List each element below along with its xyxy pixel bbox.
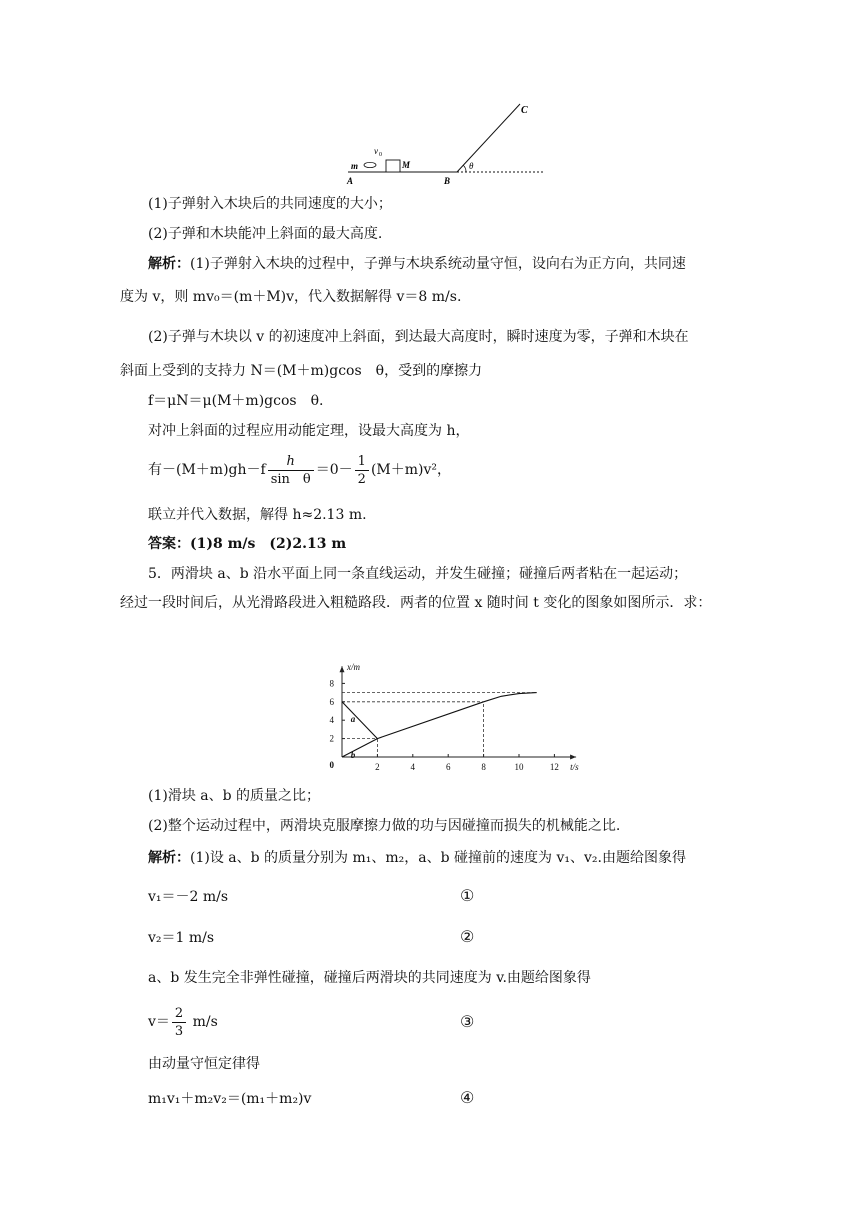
equation-2: v₂＝1 m/s: [148, 930, 215, 946]
x-tick-label: 10: [514, 762, 524, 772]
solution-4-para-5: 联立并代入数据，解得 h≈2.13 m.: [148, 507, 367, 523]
x-tick-label: 12: [549, 762, 559, 772]
fraction-two-thirds: $\frac{2}{3}$: [172, 1005, 186, 1040]
equation-4-tag: ④: [460, 1088, 475, 1107]
equation-3-tag: ③: [460, 1012, 475, 1031]
x-tick-label: 2: [375, 762, 380, 772]
label-v0-sub: 0: [379, 152, 382, 158]
x-tick-label: 6: [445, 762, 451, 772]
solution-4-para-1a: 解析：(1)子弹射入木块的过程中，子弹与木块系统动量守恒，设向右为正方向，共同速: [148, 256, 686, 272]
solution-4-para-3: f＝μN＝μ(M＋m)gcos θ.: [148, 393, 324, 409]
answer-label: 答案：: [148, 536, 190, 552]
x-axis-arrow: [570, 755, 576, 760]
problem-5-sub-1: (1)滑块 a、b 的质量之比；: [148, 788, 321, 804]
series-label-b: b: [350, 749, 356, 760]
question-1: (1)子弹射入木块后的共同速度的大小；: [148, 196, 392, 212]
y-axis-arrow: [340, 666, 345, 672]
equation-1-tag: ①: [460, 886, 475, 905]
equation-2-tag: ②: [460, 927, 475, 946]
block-shape: [386, 160, 400, 172]
solution-4-para-1b: 度为 v，则 mv₀＝(m＋M)v，代入数据解得 v＝8 m/s.: [120, 289, 462, 305]
equation-1: v₁＝－2 m/s: [148, 889, 229, 905]
y-tick-label: 8: [329, 678, 334, 689]
incline-figure: [330, 96, 560, 188]
label-m: m: [351, 161, 359, 171]
series-a-line: [342, 702, 377, 739]
solution-label: 解析：: [148, 256, 190, 272]
answer-4: 答案：(1)8 m/s (2)2.13 m: [148, 536, 347, 552]
solution-label: 解析：: [148, 850, 190, 866]
label-theta: θ: [469, 161, 474, 171]
momentum-text: 由动量守恒定律得: [148, 1056, 260, 1072]
y-tick-label: 4: [329, 715, 334, 726]
solution-4-para-2a: (2)子弹与木块以 v 的初速度冲上斜面，到达最大高度时，瞬时速度为零，子弹和木块在: [148, 329, 689, 345]
series-line-3: [484, 693, 537, 702]
series-line-2: [377, 702, 483, 739]
x-axis-label: t/s: [570, 762, 579, 772]
y-axis-label: x/m: [347, 662, 360, 673]
y-tick-label: 2: [329, 733, 334, 744]
label-A: A: [347, 176, 354, 186]
equation-4: m₁v₁＋m₂v₂＝(m₁＋m₂)v: [148, 1091, 312, 1107]
fraction-one-half: $\frac{1}{2}$: [355, 453, 369, 488]
solution-4-para-4: 对冲上斜面的过程应用动能定理，设最大高度为 h，: [148, 423, 470, 439]
solution-4-para-2b: 斜面上受到的支持力 N＝(M＋m)gcos θ，受到的摩擦力: [120, 363, 483, 379]
series-b-line: [342, 739, 377, 757]
incline-surface: [457, 104, 520, 172]
energy-equation: 有－(M＋m)gh－f $\frac{h}{\text{sin θ}}$ ＝0－ $\frac{1}{2}$ (M＋m)v²，: [148, 453, 451, 487]
problem-5-line-2: 经过一段时间后，从光滑路段进入粗糙路段．两者的位置 x 随时间 t 变化的图象如图所示．求：: [120, 595, 712, 611]
x-tick-label: 4: [410, 762, 416, 772]
question-2: (2)子弹和木块能冲上斜面的最大高度.: [148, 226, 383, 242]
problem-5-sub-2: (2)整个运动过程中，两滑块克服摩擦力做的功与因碰撞而损失的机械能之比.: [148, 818, 621, 834]
y-tick-label: 6: [329, 696, 334, 707]
collision-text: a、b 发生完全非弹性碰撞，碰撞后两滑块的共同速度为 v.由题给图象得: [148, 970, 591, 986]
problem-5-line-1: 5．两滑块 a、b 沿水平面上同一条直线运动，并发生碰撞；碰撞后两者粘在一起运动；: [148, 566, 688, 582]
label-v0: v: [374, 146, 378, 156]
series-label-a: a: [350, 714, 356, 725]
x-tick-label: 8: [481, 762, 486, 772]
position-time-chart: [320, 618, 580, 778]
label-M: M: [402, 160, 411, 170]
equation-3: v＝ $\frac{2}{3}$ m/s: [148, 1005, 218, 1039]
theta-arc: [463, 165, 466, 172]
solution-5-intro: 解析：(1)设 a、b 的质量分别为 m₁、m₂，a、b 碰撞前的速度为 v₁、v₂.由题给图象得: [148, 850, 686, 866]
origin-label: 0: [329, 760, 334, 770]
label-C: C: [521, 105, 528, 116]
bullet-shape: [364, 162, 376, 167]
label-B: B: [444, 176, 451, 186]
fraction-h-over-sin: $\frac{h}{\text{sin θ}}$: [268, 453, 314, 488]
